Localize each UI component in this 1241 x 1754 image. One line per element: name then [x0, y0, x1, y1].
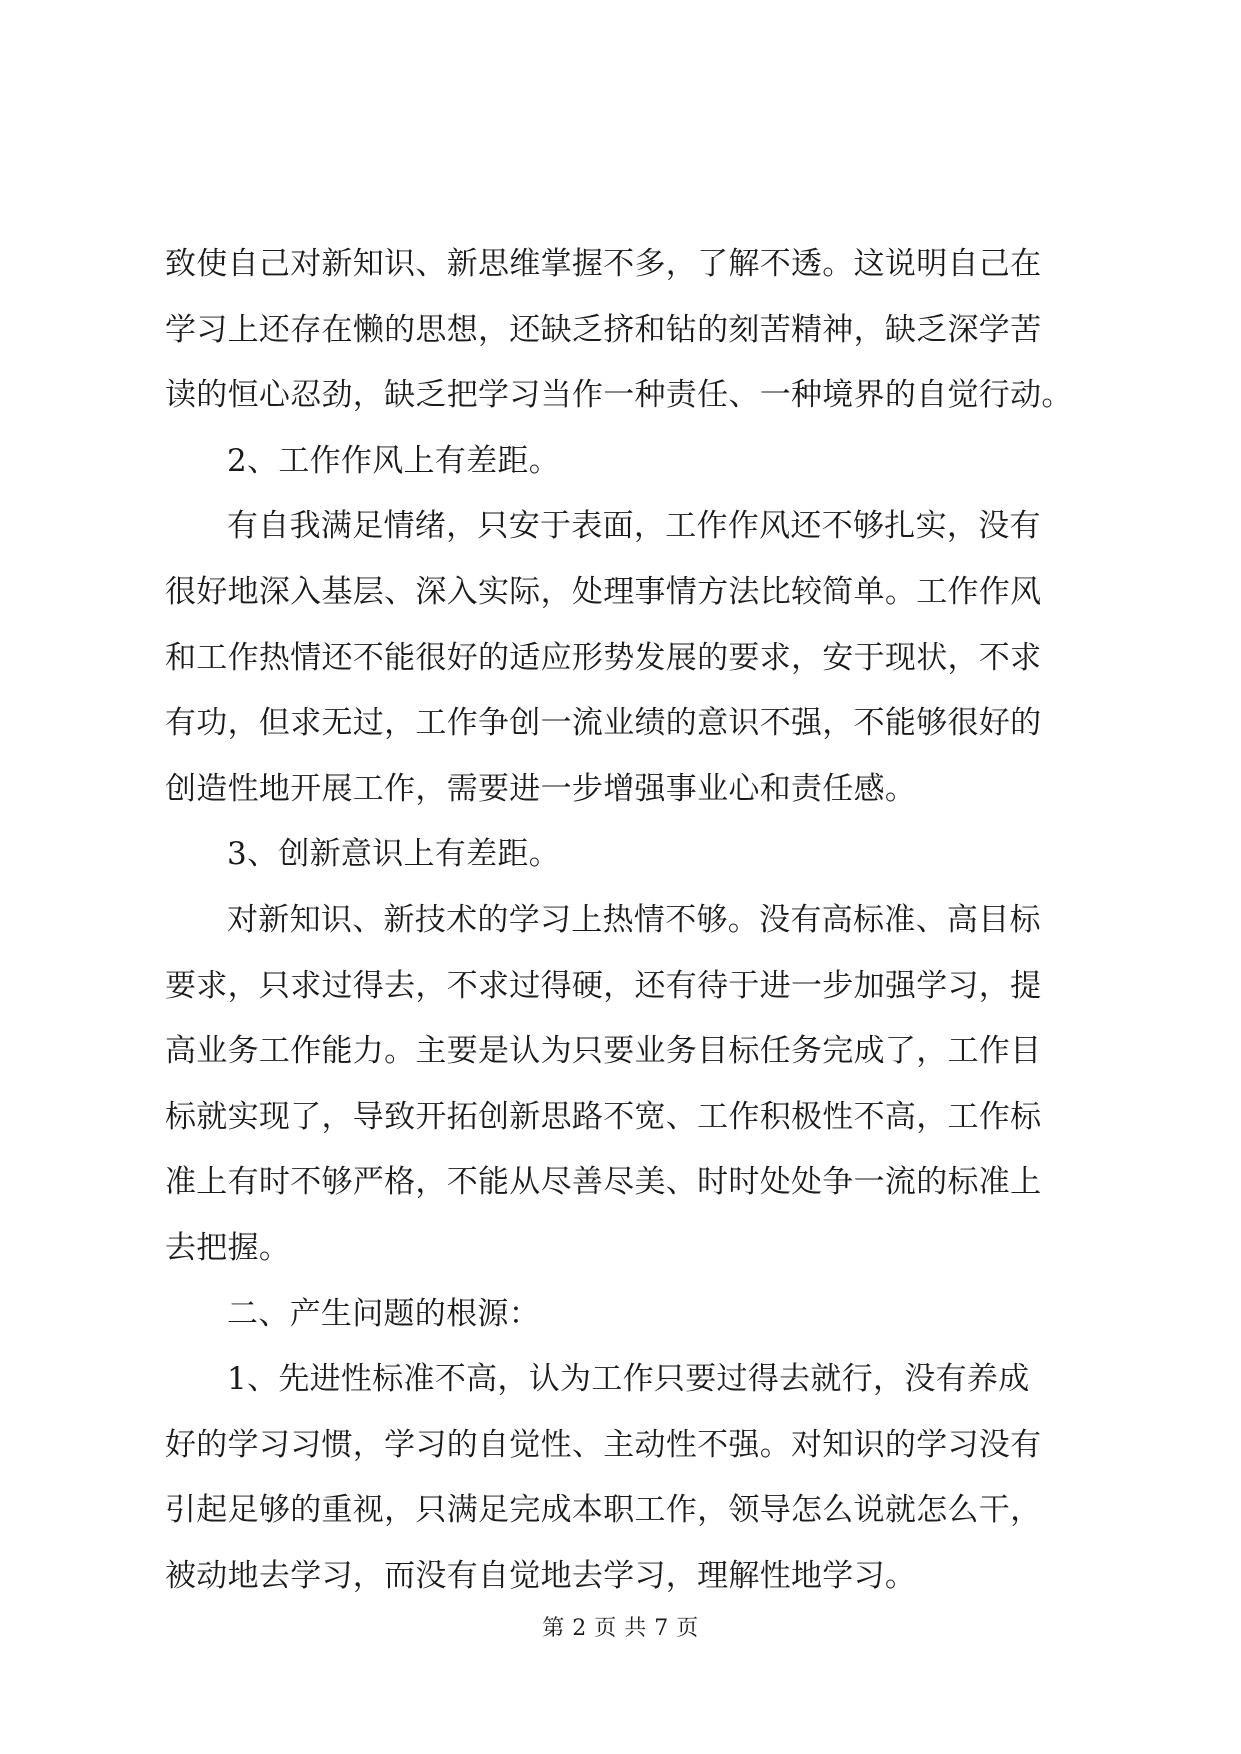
text-line: 标就实现了，导致开拓创新思路不宽、工作积极性不高，工作标 [165, 1098, 1042, 1135]
text-line: 致使自己对新知识、新思维掌握不多，了解不透。这说明自己在 [165, 246, 1042, 282]
text-line: 读的恒心忍劲，缺乏把学习当作一种责任、一种境界的自觉行动。 [165, 377, 1073, 414]
page-footer: 第 2 页 共 7 页 [542, 1616, 699, 1641]
text-line: 要求，只求过得去，不求过得硬，还有待于进一步加强学习，提 [165, 967, 1042, 1004]
text-line: 引起足够的重视，只满足完成本职工作，领导怎么说就怎么干， [165, 1492, 1042, 1529]
text-line: 高业务工作能力。主要是认为只要业务目标任务完成了，工作目 [165, 1033, 1042, 1070]
document-body [165, 232, 1095, 1609]
text-line: 准上有时不够严格，不能从尽善尽美、时时处处争一流的标准上 [165, 1164, 1042, 1201]
text-line: 很好地深入基层、深入实际，处理事情方法比较简单。工作作风 [165, 573, 1042, 610]
section-heading: 2、工作作风上有差距。 [227, 442, 561, 479]
text-line: 1、先进性标准不高，认为工作只要过得去就行，没有养成 [227, 1361, 1030, 1398]
text-line: 被动地去学习，而没有自觉地去学习，理解性地学习。 [165, 1557, 917, 1594]
section-heading: 二、产生问题的根源： [227, 1295, 540, 1332]
text-line: 和工作热情还不能很好的适应形势发展的要求，安于现状，不求 [165, 639, 1042, 676]
text-line: 创造性地开展工作，需要进一步增强事业心和责任感。 [165, 770, 917, 807]
text-line: 对新知识、新技术的学习上热情不够。没有高标准、高目标 [227, 901, 1041, 938]
text-line: 好的学习习惯，学习的自觉性、主动性不强。对知识的学习没有 [165, 1426, 1042, 1463]
text-line: 学习上还存在懒的思想，还缺乏挤和钻的刻苦精神，缺乏深学苦 [165, 311, 1042, 348]
section-heading: 3、创新意识上有差距。 [227, 836, 561, 873]
text-line: 有自我满足情绪，只安于表面，工作作风还不够扎实，没有 [227, 508, 1041, 545]
text-line: 去把握。 [165, 1229, 291, 1266]
text-line: 有功，但求无过，工作争创一流业绩的意识不强，不能够很好的 [165, 705, 1042, 742]
